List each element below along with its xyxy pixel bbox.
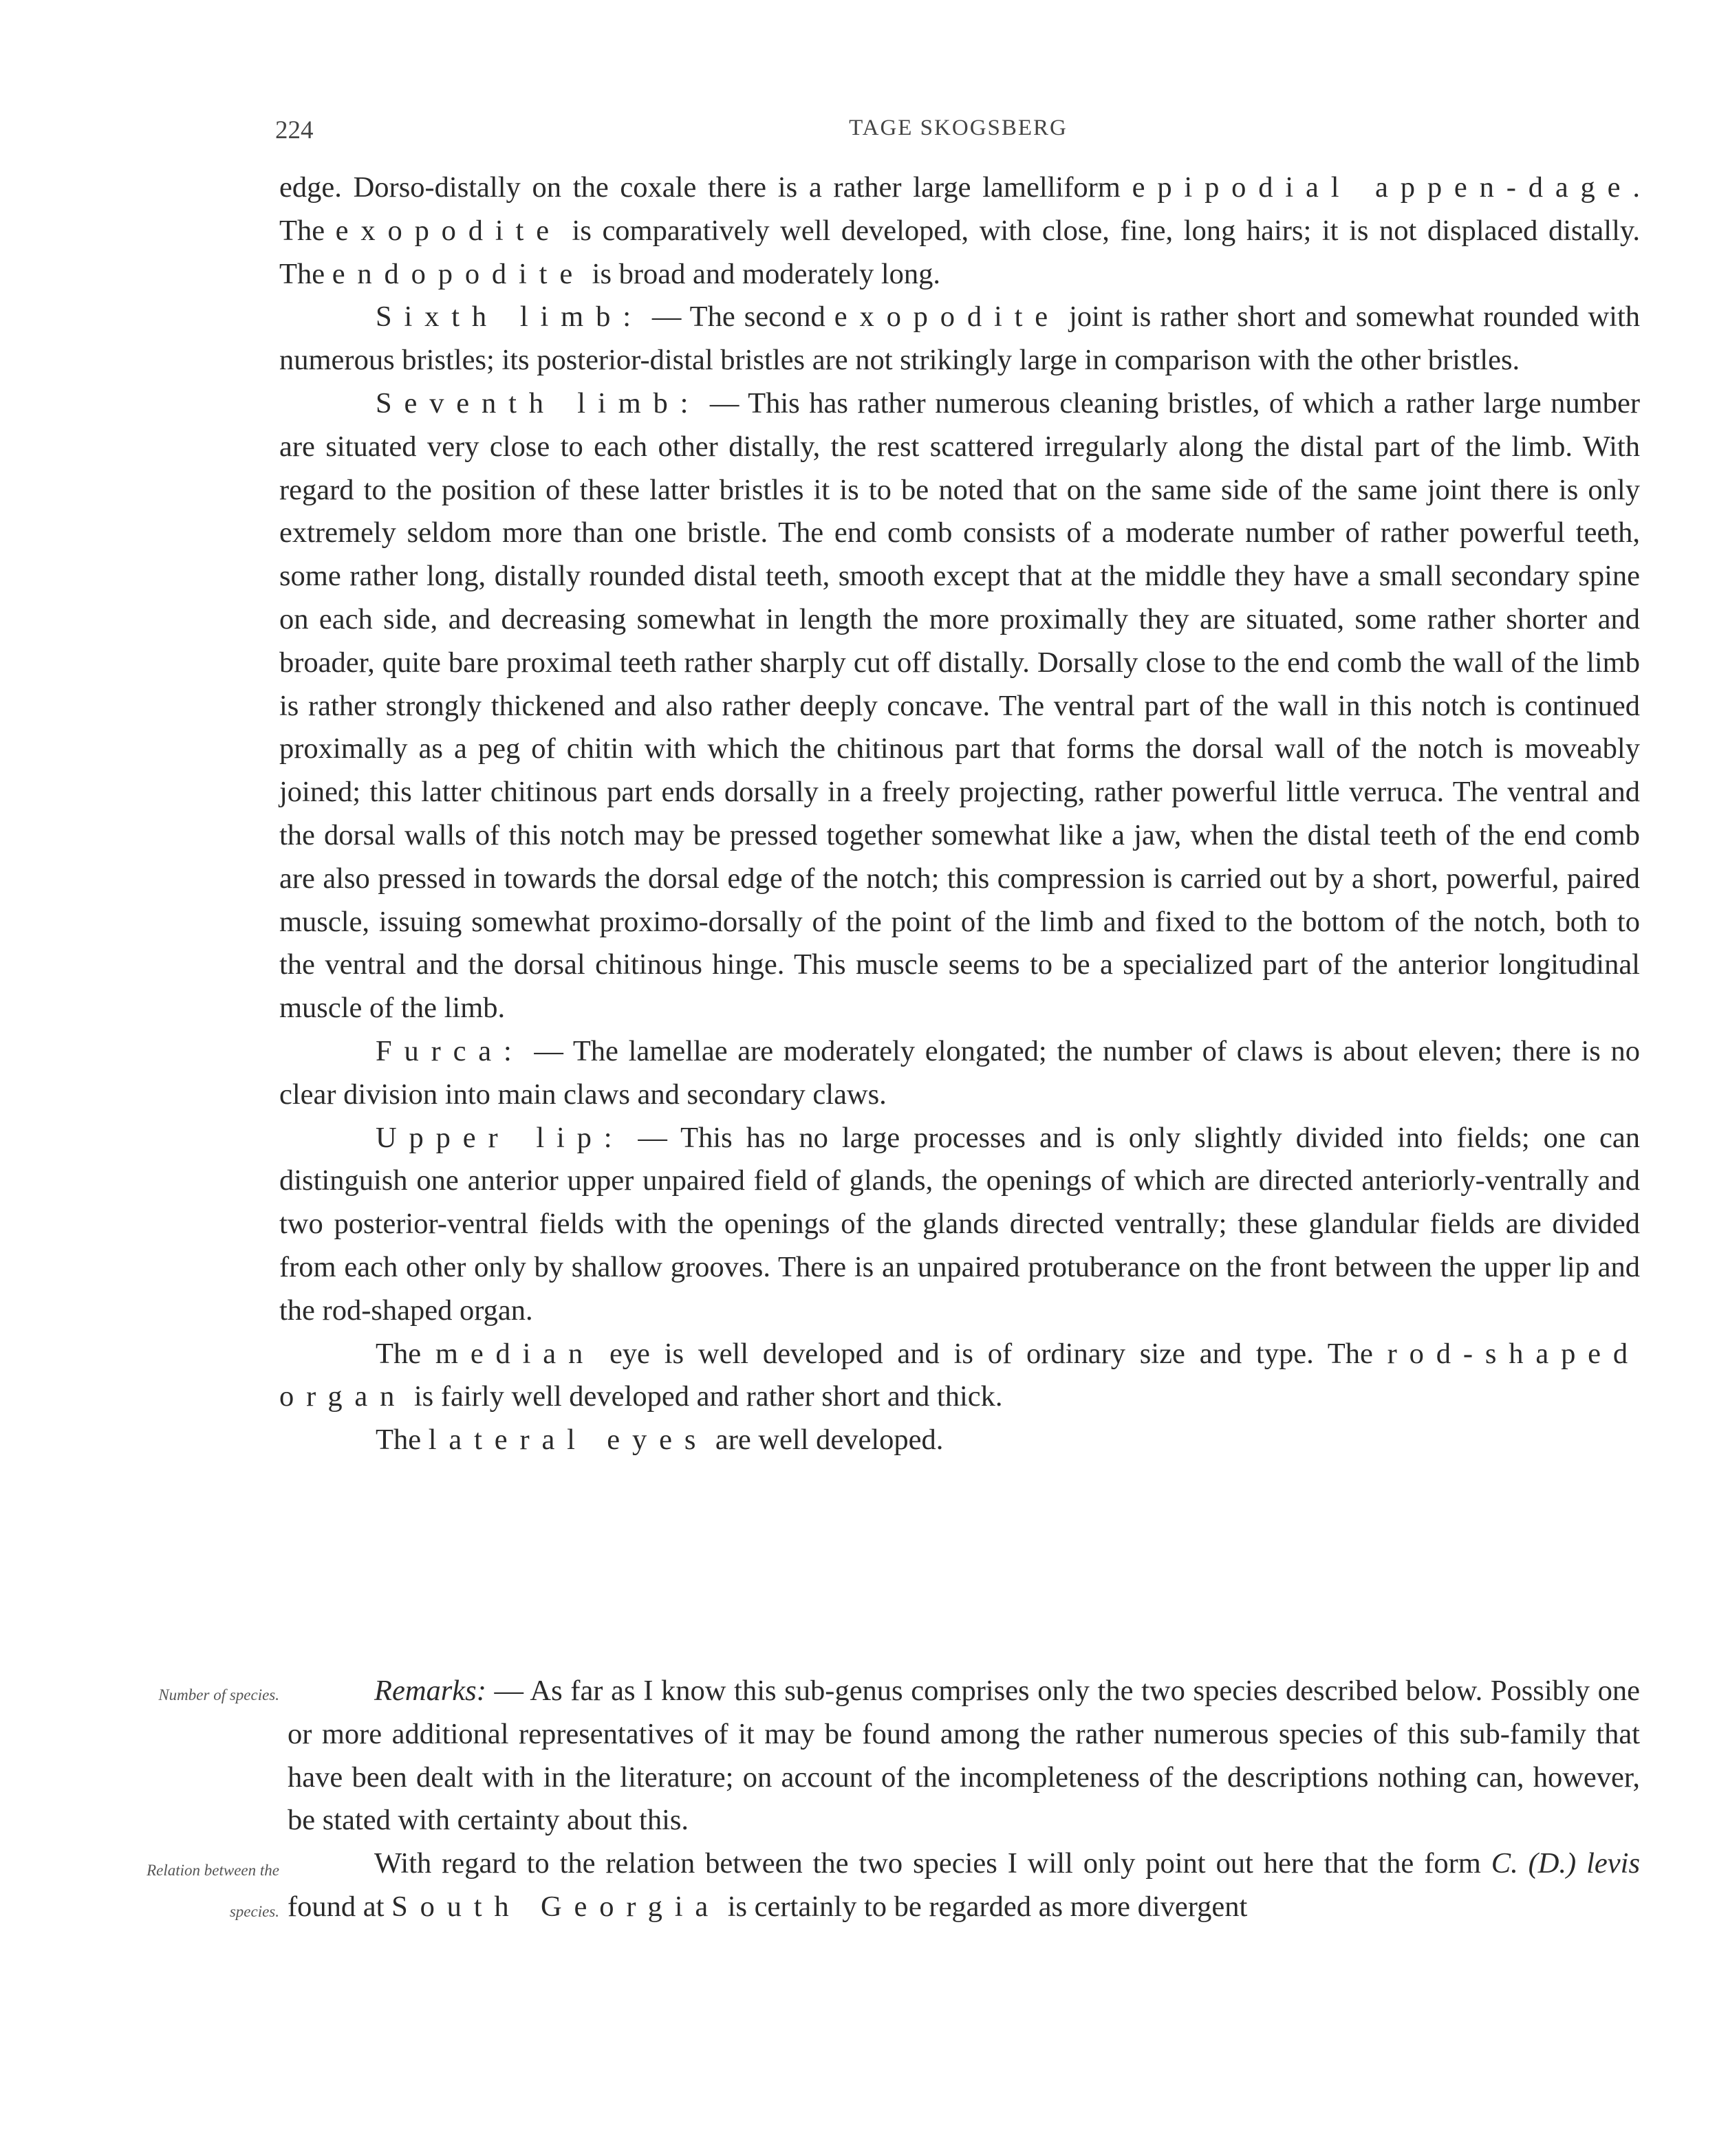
species-name: C. (D.) levis bbox=[1491, 1847, 1640, 1880]
spaced-term: rod-shaped organ bbox=[279, 1337, 1640, 1413]
text-run: eye is well developed and is of ordinary size and type. The bbox=[595, 1337, 1387, 1370]
text-run: is certainly to be regarded as more divergent bbox=[720, 1890, 1248, 1923]
section-label: Upper lip: bbox=[376, 1121, 625, 1154]
paragraph-furca bbox=[279, 1030, 1640, 1117]
spaced-term: epipodial appen-dage bbox=[1132, 171, 1633, 204]
page-header bbox=[275, 116, 1641, 157]
text-run: The bbox=[376, 1424, 429, 1457]
margin-note-number-of-species: Number of species. bbox=[158, 1686, 279, 1703]
paragraph-seventh-limb bbox=[279, 382, 1640, 1030]
text-run: is comparatively well developed, with close, fine, long hairs; it is not displaced distally. The bbox=[279, 214, 1640, 290]
place-name: South Georgia bbox=[391, 1890, 721, 1923]
text-run: found at bbox=[288, 1890, 392, 1923]
margin-note-line: species. bbox=[229, 1903, 279, 1920]
spaced-term: median bbox=[435, 1337, 596, 1370]
text-run: is broad and moderately long. bbox=[585, 257, 940, 290]
section-label: Sixth limb: bbox=[376, 301, 643, 334]
text-run: . The bbox=[279, 171, 1640, 247]
paragraph-upper-lip bbox=[279, 1117, 1640, 1333]
spaced-term: exopodite bbox=[335, 214, 561, 247]
remarks-label: Remarks: bbox=[374, 1675, 486, 1707]
text-run: The bbox=[376, 1337, 435, 1370]
text-run: — This has no large processes and is only slightly divided into fields; one can distinguish one anterior upper unpaired field of glands, the openings of which are directed anteriorly-ventrally and two posterior-ventral fields with the openings of the glands directed ventrally; these glandular fields are divided from each other only by shallow grooves. There is an unpaired protuberance on the front between the upper lip and the rod-shaped organ. bbox=[279, 1121, 1640, 1327]
text-run: edge. Dorso-distally on the coxale there is a rather large lamelliform bbox=[279, 171, 1132, 204]
spaced-term: exopodite bbox=[834, 301, 1060, 334]
margin-note-relation-between-species bbox=[28, 1850, 279, 1932]
section-label: Furca: bbox=[376, 1034, 524, 1067]
paragraph-sixth-limb bbox=[279, 296, 1640, 382]
text-run: With regard to the relation between the two species I will only point out here that the form bbox=[374, 1847, 1491, 1880]
main-text bbox=[279, 166, 1640, 1462]
text-run: — The lamellae are moderately elongated; the number of claws is about eleven; there is no clear division into main claws and secondary claws. bbox=[279, 1034, 1640, 1111]
text-run: — This has rather numerous cleaning bristles, of which a rather large number are situated very close to each other distally, the rest scattered irregularly along the distal part of the limb. With regard to the position of these latter bristles it is to be noted that on the same side of the same joint there is only extremely seldom more than one bristle. The end comb consists of a moderate number of rather powerful teeth, some rather long, distally rounded distal teeth, smooth except that at the middle they have a small secondary spine on each side, and decreasing somewhat in length the more proximally they are situated, some rather shorter and broader, quite bare proximal teeth rather sharply cut off distally. Dorsally close to the end comb the wall of the limb is rather strongly thickened and also rather deeply concave. The ventral part of the wall in this notch is continued proximally as a peg of chitin with which the chitinous part that forms the dorsal wall of the notch is moveably joined; this latter chitinous part ends dorsally in a freely projecting, rather powerful little verruca. The ventral and the dorsal walls of this notch may be pressed together somewhat like a jaw, when the distal teeth of the end comb are also pressed in towards the dorsal edge of the notch; this compression is carried out by a short, powerful, paired muscle, issuing somewhat proximo-dorsally of the point of the limb and fixed to the bottom of the notch, both to the ventral and the dorsal chitinous hinge. This muscle seems to be a specialized part of the anterior longitudinal muscle of the limb. bbox=[279, 386, 1640, 1025]
paragraph-remarks bbox=[288, 1670, 1640, 1842]
spaced-term: endopodite bbox=[332, 257, 585, 290]
text-run: joint is rather short and somewhat rounded with numerous bristles; its posterior-distal bristles are not strikingly large in comparison with the other bristles. bbox=[279, 301, 1640, 377]
running-title: TAGE SKOGSBERG bbox=[849, 116, 1068, 140]
spaced-term: lateral eyes bbox=[428, 1424, 709, 1457]
section-label: Seventh limb: bbox=[376, 386, 701, 420]
text-run: are well developed. bbox=[708, 1424, 944, 1457]
text-run: — As far as I know this sub-genus comprises only the two species described below. Possibly one or more additional representatives of it may be found among the rather numerous species of this sub-family that have been dealt with in the literature; on account of the incompleteness of the descriptions nothing can, however, be stated with certainty about this. bbox=[288, 1675, 1640, 1837]
paragraph-lateral-eyes bbox=[279, 1419, 1640, 1462]
margin-note-line: Relation between the bbox=[147, 1862, 279, 1879]
paragraph-median-eye bbox=[279, 1333, 1640, 1419]
paragraph-relation bbox=[288, 1842, 1640, 1929]
text-run: — The second bbox=[642, 301, 834, 334]
page-number: 224 bbox=[275, 116, 314, 144]
paragraph-fifth-limb-end bbox=[279, 166, 1640, 296]
remarks-section bbox=[288, 1670, 1640, 1929]
text-run: is fairly well developed and rather short and thick. bbox=[407, 1380, 1003, 1413]
